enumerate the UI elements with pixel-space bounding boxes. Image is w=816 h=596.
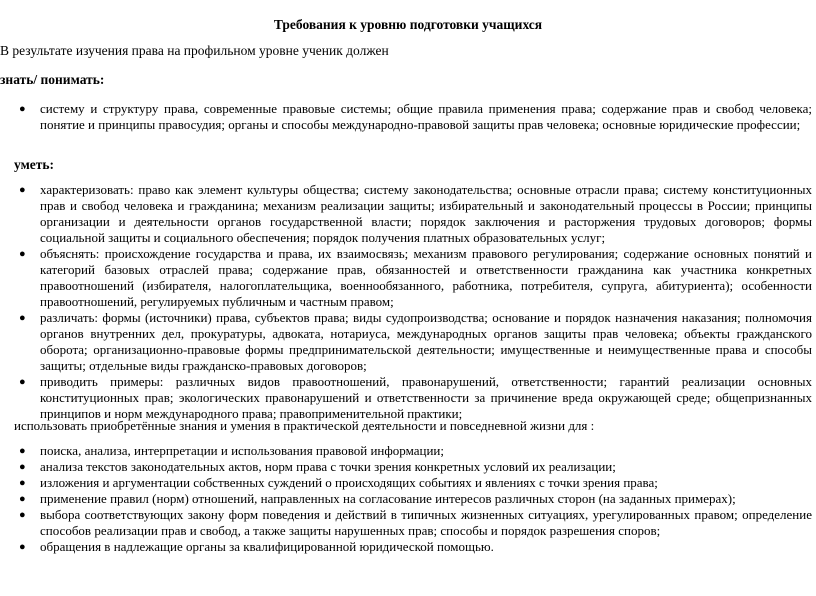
bullet-icon: ● — [19, 493, 26, 505]
can-heading: уметь: — [14, 157, 55, 172]
bullet-icon: ● — [19, 312, 26, 324]
bullet-icon: ● — [19, 184, 26, 196]
list-item — [0, 475, 816, 491]
use-list — [0, 443, 816, 555]
bullet-icon: ● — [19, 376, 26, 388]
list-item — [0, 374, 816, 422]
list-item — [0, 459, 816, 475]
list-item-text: приводить примеры: различных видов правоотношений, правонарушений, ответственности; гарантий реализации основных конституционных прав; экологических правонарушений и ответственности за причинение вреда окружающей среде; общепризнанных принципов и норм международного права; правоприменительной практики; — [40, 374, 812, 421]
bullet-icon: ● — [19, 541, 26, 553]
list-item-text: поиска, анализа, интерпретации и использования правовой информации; — [40, 443, 444, 458]
know-heading: знать/ понимать: — [0, 72, 105, 87]
list-item — [0, 246, 816, 310]
list-item-text: систему и структуру права, современные правовые системы; общие правила применения права; содержание прав и свобод человека; понятие и принципы правосудия; органы и способы международно-правовой защиты прав человека; основные юридические профессии; — [40, 101, 812, 132]
bullet-icon: ● — [19, 461, 26, 473]
list-item-text: изложения и аргументации собственных суждений о происходящих событиях и явлениях с точки зрения права; — [40, 475, 658, 490]
list-item-text: применение правил (норм) отношений, направленных на согласование интересов различных сторон (на заданных примерах); — [40, 491, 736, 506]
use-intro-text: использовать приобретённые знания и умения в практической деятельности и повседневной жизни для : — [14, 418, 595, 433]
know-list — [0, 101, 816, 133]
list-item — [0, 310, 816, 374]
bullet-icon: ● — [19, 248, 26, 260]
list-item-text: анализа текстов законодательных актов, норм права с точки зрения конкретных условий их реализации; — [40, 459, 616, 474]
bullet-icon: ● — [19, 103, 26, 115]
list-item — [0, 507, 816, 539]
list-item — [0, 491, 816, 507]
page-title: Требования к уровню подготовки учащихся — [273, 17, 543, 32]
list-item — [0, 101, 816, 133]
bullet-icon: ● — [19, 477, 26, 489]
list-item-text: объяснять: происхождение государства и права, их взаимосвязь; механизм правового регулирования; содержание основных понятий и категорий базовых отраслей права; содержание прав, обязанностей и ответственности гражданина как участника конкретных правоотношений (избирателя, налогоплательщика, военнообязанного, работника, потребителя, супруга, абитуриента); особенности правоотношений, регулируемых публичным и частным правом; — [40, 246, 812, 309]
list-item-text: различать: формы (источники) права, субъектов права; виды судопроизводства; основание и порядок назначения наказания; полномочия органов внутренних дел, прокуратуры, адвоката, нотариуса, международных органов защиты прав человека; объекты гражданского оборота; организационно-правовые формы предпринимательской деятельности; имущественные и неимущественные права и способы защиты; отдельные виды гражданско-правовых договоров; — [40, 310, 812, 373]
list-item — [0, 182, 816, 246]
list-item-text: обращения в надлежащие органы за квалифицированной юридической помощью. — [40, 539, 494, 554]
bullet-icon: ● — [19, 445, 26, 457]
list-item-text: характеризовать: право как элемент культуры общества; систему законодательства; основные отрасли права; систему конституционных прав и свобод человека и гражданина; механизм реализации защиты; избирательный и законодательный процессы в России; принципы организации и деятельности органов государственной власти; порядок заключения и расторжения трудовых договоров; формы социальной защиты и социального обеспечения; порядок получения платных образовательных услуг; — [40, 182, 812, 245]
list-item-text: выбора соответствующих закону форм поведения и действий в типичных жизненных ситуациях, урегулированных правом; определение способов реализации прав и свобод, а также защиты нарушенных прав; способы и порядок разрешения споров; — [40, 507, 812, 538]
list-item — [0, 443, 816, 459]
can-list — [0, 182, 816, 422]
intro-text: В результате изучения права на профильном уровне ученик должен — [0, 43, 389, 58]
bullet-icon: ● — [19, 509, 26, 521]
list-item — [0, 539, 816, 555]
